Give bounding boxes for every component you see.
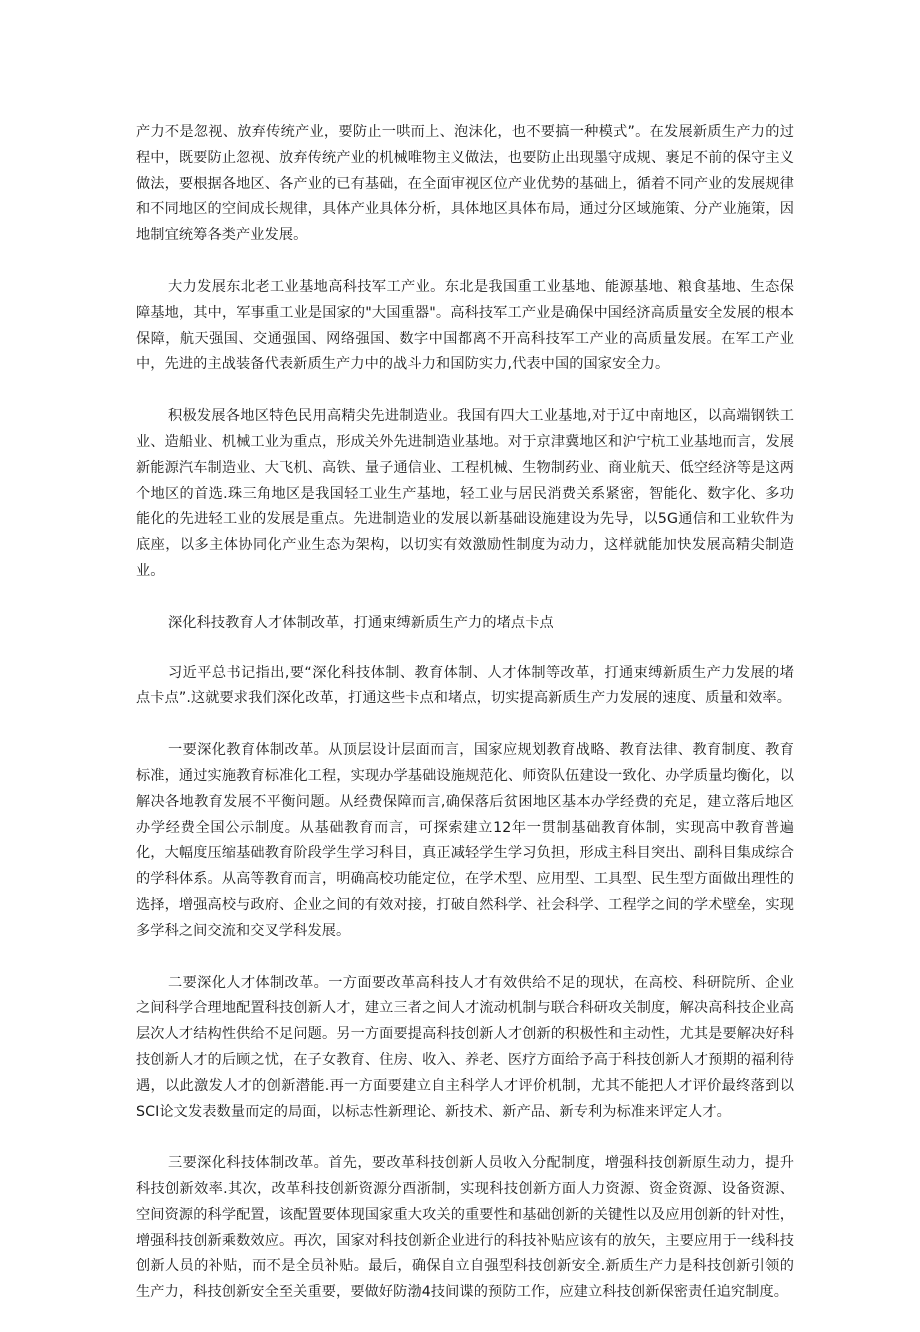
document-page — [136, 120, 794, 1332]
paragraph-northeast-military: 大力发展东北老工业基地高科技军工产业。东北是我国重工业基地、能源基地、粮食基地、生态保障基地，其中，军事重工业是国家的"大国重器"。高科技军工产业是确保中国经济高质量安全发展的根本保障，航天强国、交通强国、网络强国、数字中国都离不开高科技军工产业的高质量发展。在军工产业中，先进的主战装备代表新质生产力中的战斗力和国防实力,代表中国的国家安全力。 — [136, 278, 794, 373]
paragraph-advanced-manufacturing: 积极发展各地区特色民用高精尖先进制造业。我国有四大工业基地,对于辽中南地区，以高端钢铁工业、造船业、机械工业为重点，形成关外先进制造业基地。对于京津冀地区和沪宁杭工业基地而言，发展新能源汽车制造业、大飞机、高铁、量子通信业、工程机械、生物制药业、商业航天、低空经济等是这两个地区的首选.珠三角地区是我国轻工业生产基地，轻工业与居民消费关系紧密，智能化、数字化、多功能化的先进轻工业的发展是重点。先进制造业的发展以新基础设施建设为先导，以5G通信和工业软件为底座，以多主体协同化产业生态为架构，以切实有效激励性制度为动力，这样就能加快发展高精尖制造业。 — [136, 408, 794, 579]
paragraph-traditional-industry: 产力不是忽视、放弃传统产业，要防止一哄而上、泡沫化，也不要搞一种模式”。在发展新质生产力的过程中，既要防止忽视、放弃传统产业的机械唯物主义做法，也要防止出现墨守成规、裹足不前的保守主义做法，要根据各地区、各产业的已有基础，在全面审视区位产业优势的基础上，循着不同产业的发展规律和不同地区的空间成长规律，具体产业具体分析，具体地区具体布局，通过分区域施策、分产业施策，因地制宜统筹各类产业发展。 — [136, 124, 794, 244]
paragraph-talent-reform: 二要深化人才体制改革。一方面要改革高科技人才有效供给不足的现状，在高校、科研院所、企业之间科学合理地配置科技创新人才，建立三者之间人才流动机制与联合科研攻关制度，解决高科技企业高层次人才结构性供给不足问题。另一方面要提高科技创新人才创新的积极性和主动性，尤其是要解决好科技创新人才的后顾之忧，在子女教育、住房、收入、养老、医疗方面给予高于科技创新人才预期的福利待遇，以此激发人才的创新潜能.再一方面要建立自主科学人才评价机制，尤其不能把人才评价最终落到以SCI论文发表数量而定的局面，以标志性新理论、新技术、新产品、新专利为标准来评定人才。 — [136, 974, 794, 1120]
paragraph-education-reform: 一要深化教育体制改革。从顶层设计层面而言，国家应规划教育战略、教育法律、教育制度、教育标准，通过实施教育标准化工程，实现办学基础设施规范化、师资队伍建设一致化、办学质量均衡化，以解决各地教育发展不平衡问题。从经费保障而言,确保落后贫困地区基本办学经费的充足，建立落后地区办学经费全国公示制度。从基础教育而言，可探索建立12年一贯制基础教育体制，实现高中教育普遍化，大幅度压缩基础教育阶段学生学习科目，真正减轻学生学习负担，形成主科目突出、副科目集成综合的学科体系。从高等教育而言，明确高校功能定位，在学术型、应用型、工具型、民生型方面做出理性的选择，增强高校与政府、企业之间的有效对接，打破自然科学、社会科学、工程学之间的学术壁垒，实现多学科之间交流和交叉学科发展。 — [136, 742, 794, 939]
paragraph-xi-instruction: 习近平总书记指出,要“深化科技体制、教育体制、人才体制等改革，打通束缚新质生产力发展的堵点卡点”.这就要求我们深化改革，打通这些卡点和堵点，切实提高新质生产力发展的速度、质量和效率。 — [136, 664, 794, 707]
section-heading: 深化科技教育人才体制改革，打通束缚新质生产力的堵点卡点 — [168, 614, 554, 631]
paragraph-tech-reform: 三要深化科技体制改革。首先，要改革科技创新人员收入分配制度，增强科技创新原生动力，提升科技创新效率.其次，改革科技创新资源分酉浙制，实现科技创新方面人力资源、资金资源、设备资源、空间资源的科学配置，该配置要体现国家重大攻关的重要性和基础创新的关键性以及应用创新的针对性，增强科技创新乘数效应。再次，国家对科技创新企业进行的科技补贴应该有的放矢，主要应用于一线科技创新人员的补贴，而不是全员补贴。最后，确保自立自强型科技创新安全.新质生产力是科技创新引领的生产力，科技创新安全至关重要，要做好防渤4技间谍的预防工作，应建立科技创新保密责任追究制度。 — [136, 1155, 794, 1301]
